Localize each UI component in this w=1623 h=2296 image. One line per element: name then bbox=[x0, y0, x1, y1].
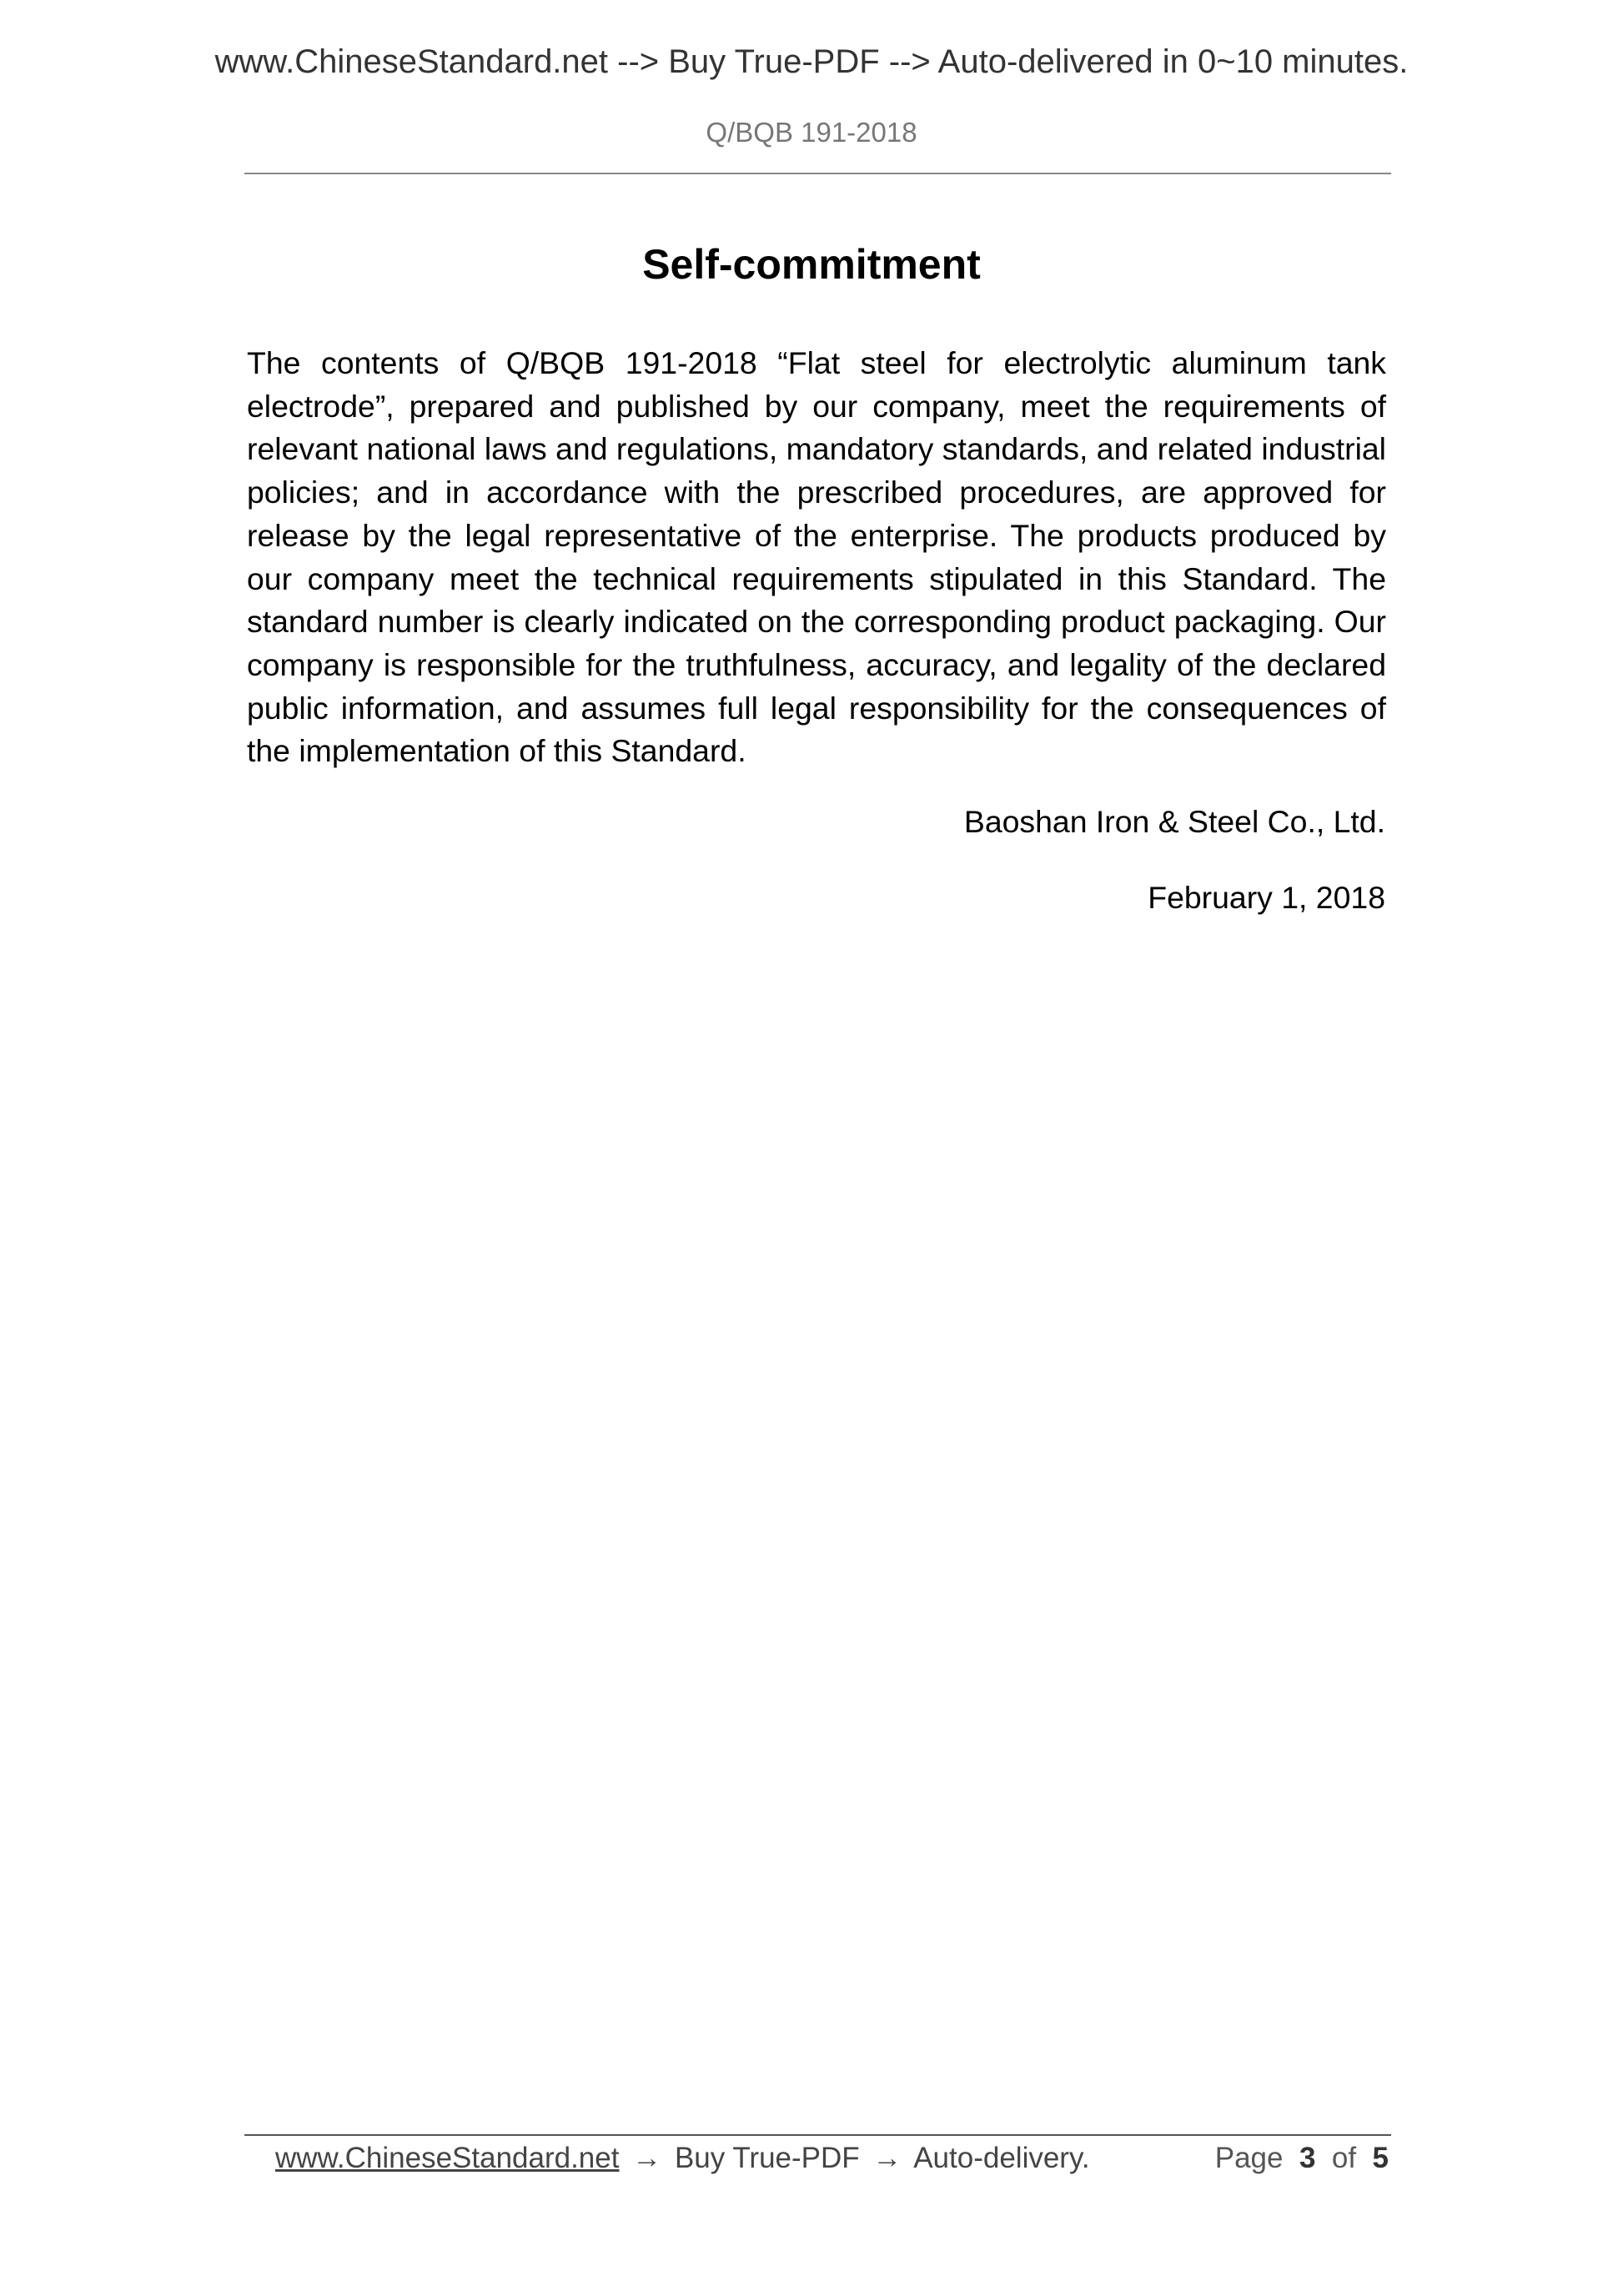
signature-date: February 1, 2018 bbox=[1148, 880, 1385, 915]
page-number bbox=[1215, 2142, 1389, 2175]
footer-buy-text: Buy True-PDF bbox=[674, 2142, 860, 2174]
page-title: Self-commitment bbox=[642, 241, 981, 288]
top-banner: www.ChineseStandard.net --> Buy True-PDF --> Auto-delivered in 0~10 minutes. bbox=[214, 43, 1409, 80]
footer-delivery-text: Auto-delivery. bbox=[913, 2142, 1090, 2174]
header-divider bbox=[244, 173, 1391, 174]
document-code: Q/BQB 191-2018 bbox=[706, 117, 917, 148]
page-of: of bbox=[1331, 2142, 1357, 2174]
footer-site-link[interactable]: www.ChineseStandard.net bbox=[275, 2142, 620, 2174]
commitment-body: The contents of Q/BQB 191-2018 “Flat steel for electrolytic aluminum tank electrode”, prepared and published by our company, meet the requirements of relevant national laws and regulations, mandatory standards, and related industrial policies; and in accordance with the prescribed procedures, are approved for release by the legal representative of the enterprise. The products produced by our company meet the technical requirements stipulated in this Standard. The standard number is clearly indicated on the corresponding product packaging. Our company is responsible for the truthfulness, accuracy, and legality of the declared public information, and assumes full legal responsibility for the consequences of the implementation of this Standard. bbox=[247, 345, 1386, 769]
footer bbox=[275, 2142, 1389, 2175]
arrow-right-icon: → bbox=[632, 2142, 662, 2174]
page-label: Page bbox=[1214, 2142, 1284, 2174]
page-current: 3 bbox=[1299, 2142, 1316, 2174]
signatory-company: Baoshan Iron & Steel Co., Ltd. bbox=[963, 804, 1385, 839]
footer-divider bbox=[244, 2134, 1391, 2136]
page-total: 5 bbox=[1372, 2142, 1389, 2174]
arrow-right-icon: → bbox=[872, 2142, 902, 2174]
